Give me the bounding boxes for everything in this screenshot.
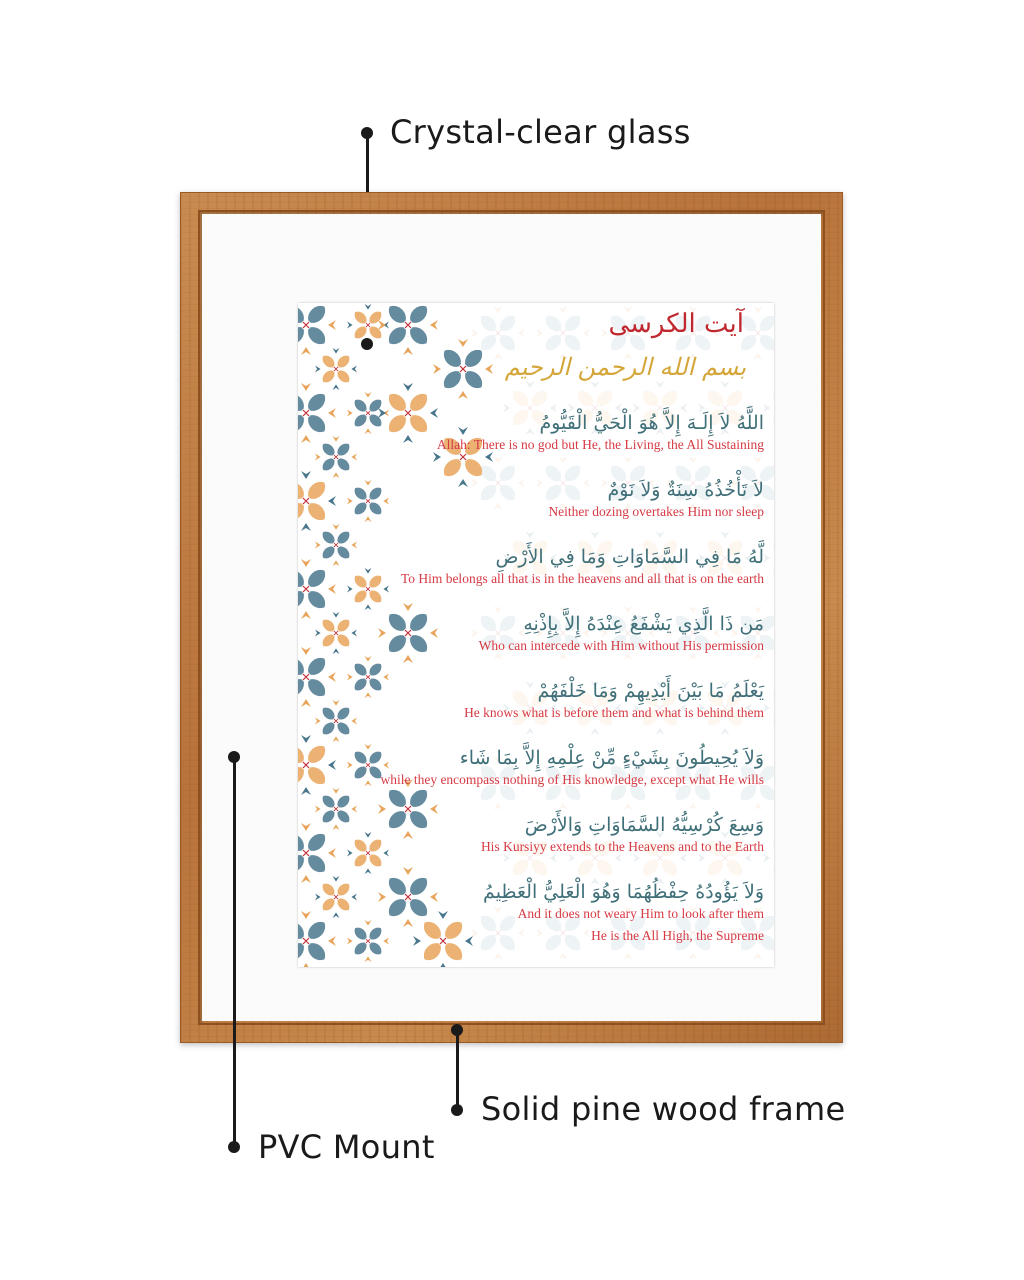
tile-motif xyxy=(536,306,590,360)
verse-1 xyxy=(344,411,764,455)
tile-motif xyxy=(298,823,336,883)
callout-glass-label: Crystal-clear glass xyxy=(390,113,691,151)
verse-english: Neither dozing overtakes Him nor sleep xyxy=(548,504,764,519)
verse-english: while they encompass nothing of His knowledge, except what He wills xyxy=(380,772,764,787)
verse-4 xyxy=(344,612,764,656)
verse-arabic: وَلاَ يُحِيطُونَ بِشَيْءٍ مِّنْ عِلْمِهِ إِلاَّ بِمَا شَاء xyxy=(459,747,764,769)
tile-motif xyxy=(298,471,336,531)
tile-motif xyxy=(298,303,336,355)
verse-english: Allah: There is no god but He, the Living, the All Sustaining xyxy=(436,437,764,452)
tile-motif xyxy=(298,911,336,967)
verse-7 xyxy=(344,813,764,857)
verse-arabic: مَن ذَا الَّذِي يَشْفَعُ عِنْدَهُ إِلاَّ بِإِذْنِهِ xyxy=(523,613,764,635)
callout-mount-line xyxy=(233,757,236,1147)
verse-english: Who can intercede with Him without His permission xyxy=(478,638,764,653)
tile-motif xyxy=(763,531,774,585)
verse-2 xyxy=(344,478,764,522)
tile-motif xyxy=(298,735,336,795)
callout-frame-line xyxy=(456,1030,459,1110)
verse-arabic: لاَ تَأْخُذُهُ سِنَةٌ وَلاَ نَوْمٌ xyxy=(607,479,764,501)
verse-8 xyxy=(344,880,764,946)
callout-frame-bottom-dot xyxy=(451,1104,463,1116)
tile-motif xyxy=(763,681,774,735)
tile-motif xyxy=(298,559,336,619)
tile-motif xyxy=(315,348,357,390)
verse-english: His Kursiyy extends to the Heavens and to the Earth xyxy=(480,839,764,854)
callout-frame-label: Solid pine wood frame xyxy=(481,1090,846,1128)
verse-arabic: اللَّهُ لاَ إِلَـهَ إِلاَّ هُوَ الْحَيُّ الْقَيُّومُ xyxy=(539,412,764,434)
verse-arabic: لَّهُ مَا فِي السَّمَاوَاتِ وَمَا فِي الأَرْضِ xyxy=(495,546,764,568)
wood-frame xyxy=(180,192,843,1043)
verse-arabic: وَلاَ يَؤُودُهُ حِفْظُهُمَا وَهُوَ الْعَلِيُّ الْعَظِيمُ xyxy=(483,881,764,903)
callout-mount-bottom-dot xyxy=(228,1141,240,1153)
verse-arabic: يَعْلَمُ مَا بَيْنَ أَيْدِيهِمْ وَمَا خَلْفَهُمْ xyxy=(537,680,764,702)
ayat-print xyxy=(298,303,774,967)
verse-english: He knows what is before them and what is behind them xyxy=(464,705,764,720)
tile-motif xyxy=(298,647,336,707)
tile-motif xyxy=(763,381,774,435)
verse-english: To Him belongs all that is in the heavens and all that is on the earth xyxy=(400,571,764,586)
bismillah-calligraphy: بسم الله الرحمن الرحيم xyxy=(504,353,746,381)
callout-mount-label: PVC Mount xyxy=(258,1128,435,1166)
verse-arabic: وَسِعَ كُرْسِيُّهُ السَّمَاوَاتِ وَالأَرْضَ xyxy=(524,814,764,836)
verse-5 xyxy=(344,679,764,723)
print-title: آيت الكرسى xyxy=(608,309,744,339)
verse-3 xyxy=(344,545,764,589)
verse-6 xyxy=(344,746,764,790)
verse-english-line-2: He is the All High, the Supreme xyxy=(591,928,764,943)
verse-english: And it does not weary Him to look after them xyxy=(517,906,764,921)
tile-motif xyxy=(298,383,336,443)
pvc-mount xyxy=(202,214,821,1021)
tile-motif xyxy=(763,831,774,885)
tile-motif xyxy=(378,303,438,355)
callout-glass-end-dot xyxy=(361,338,373,350)
